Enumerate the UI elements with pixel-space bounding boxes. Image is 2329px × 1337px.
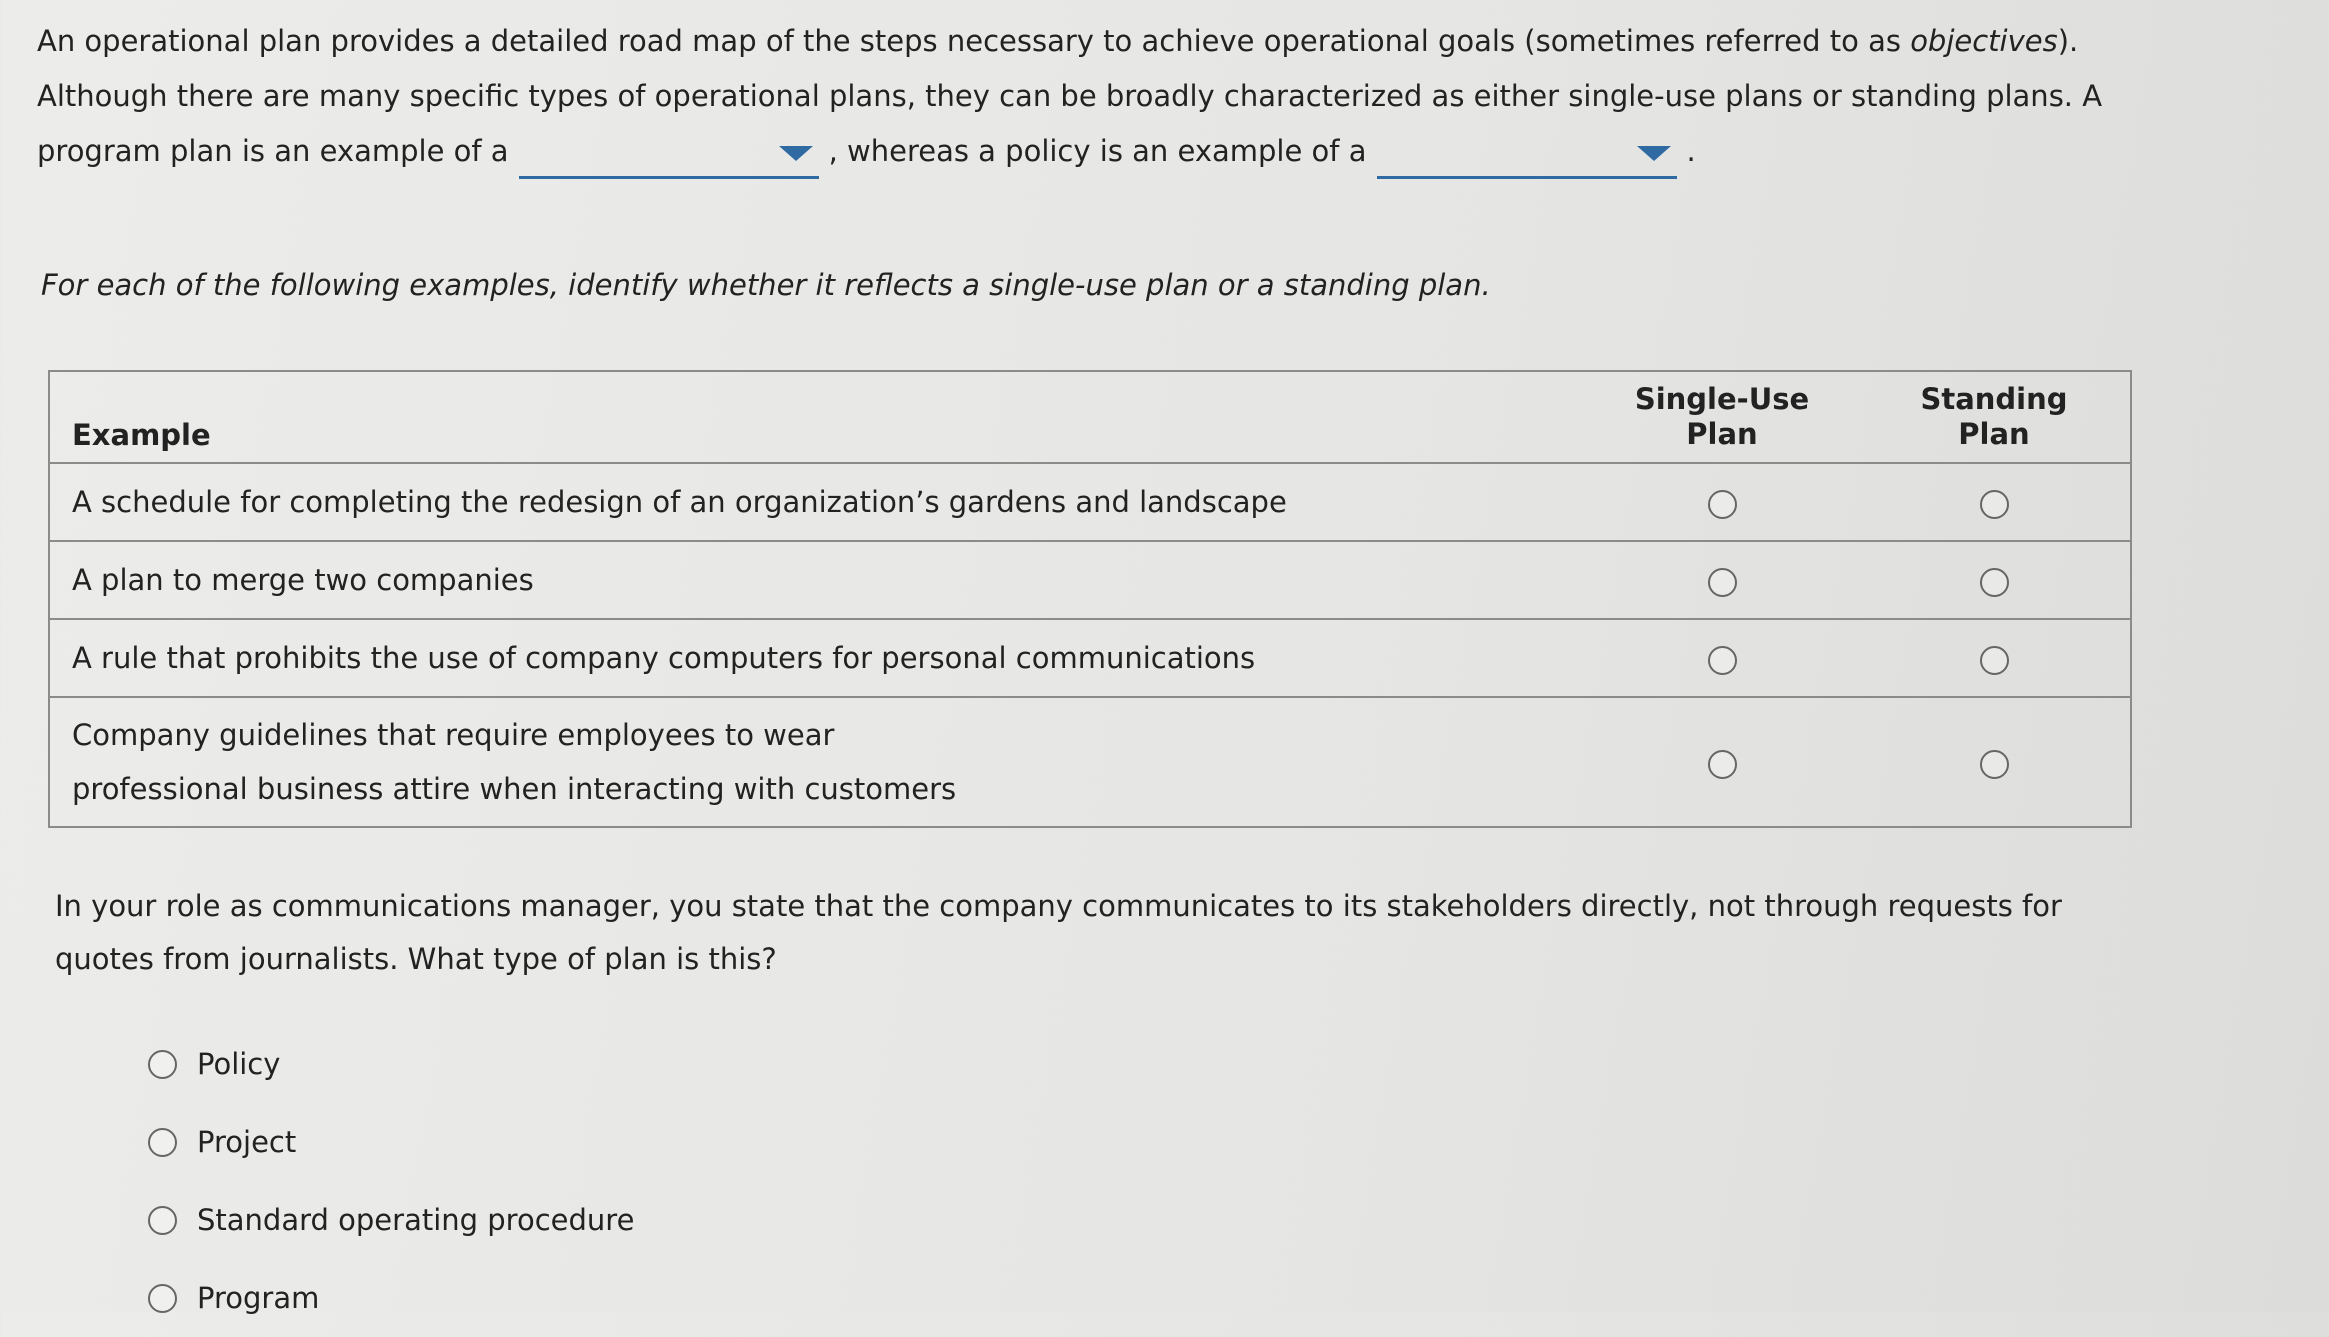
answer-options (148, 1025, 634, 1337)
option-program[interactable] (148, 1259, 634, 1337)
option-project[interactable] (148, 1103, 634, 1181)
single-use-radio[interactable] (1708, 646, 1737, 675)
standing-radio[interactable] (1980, 750, 2009, 779)
dropdown-arrow-icon (1637, 146, 1671, 161)
table-row (49, 463, 2131, 541)
intro-text-3: , whereas a policy is an example of a (828, 134, 1367, 168)
single-use-radio[interactable] (1708, 750, 1737, 779)
table-row (49, 697, 2131, 827)
objectives-term: objectives (1910, 24, 2058, 58)
example-cell: A rule that prohibits the use of company computers for personal communications (49, 619, 1586, 697)
radio-button[interactable] (148, 1284, 177, 1313)
header-standing: Standing Plan (1858, 371, 2131, 463)
single-use-radio[interactable] (1708, 490, 1737, 519)
example-cell: A schedule for completing the redesign of an organization’s gardens and landscape (49, 463, 1586, 541)
option-label: Program (197, 1281, 320, 1315)
header-example: Example (49, 371, 1586, 463)
header-single-use: Single-Use Plan (1586, 371, 1858, 463)
table-row (49, 619, 2131, 697)
option-label: Policy (197, 1047, 281, 1081)
classification-table (48, 370, 2132, 828)
standing-radio[interactable] (1980, 490, 2009, 519)
dropdown-program-plan[interactable] (519, 132, 819, 179)
standing-radio[interactable] (1980, 568, 2009, 597)
radio-button[interactable] (148, 1128, 177, 1157)
intro-text-4: . (1686, 134, 1696, 168)
radio-button[interactable] (148, 1050, 177, 1079)
dropdown-policy[interactable] (1377, 132, 1677, 179)
instruction-text: For each of the following examples, identify whether it reflects a single-use plan or a standing plan. (41, 268, 1491, 302)
example-cell: Company guidelines that require employees to wear professional business attire when interacting with customers (49, 697, 1586, 827)
question-text: In your role as communications manager, you state that the company communicates to its stakeholders directly, not through requests for quotes from journalists. What type of plan is this? (55, 889, 2062, 976)
intro-text-2: ). Although there are many specific types of operational plans, they can be broadly characterized as either single-use plans or standing plans. A program plan is an example of a (37, 24, 2103, 168)
radio-button[interactable] (148, 1206, 177, 1235)
option-standard-operating-procedure[interactable] (148, 1181, 634, 1259)
dropdown-arrow-icon (779, 146, 813, 161)
table-row (49, 541, 2131, 619)
option-label: Project (197, 1125, 297, 1159)
single-use-radio[interactable] (1708, 568, 1737, 597)
intro-text-1: An operational plan provides a detailed road map of the steps necessary to achieve operational goals (sometimes referred to as (37, 24, 1911, 58)
standing-radio[interactable] (1980, 646, 2009, 675)
example-cell: A plan to merge two companies (49, 541, 1586, 619)
table-header-row (49, 371, 2131, 463)
intro-paragraph (37, 14, 2167, 179)
option-policy[interactable] (148, 1025, 634, 1103)
option-label: Standard operating procedure (197, 1203, 635, 1237)
